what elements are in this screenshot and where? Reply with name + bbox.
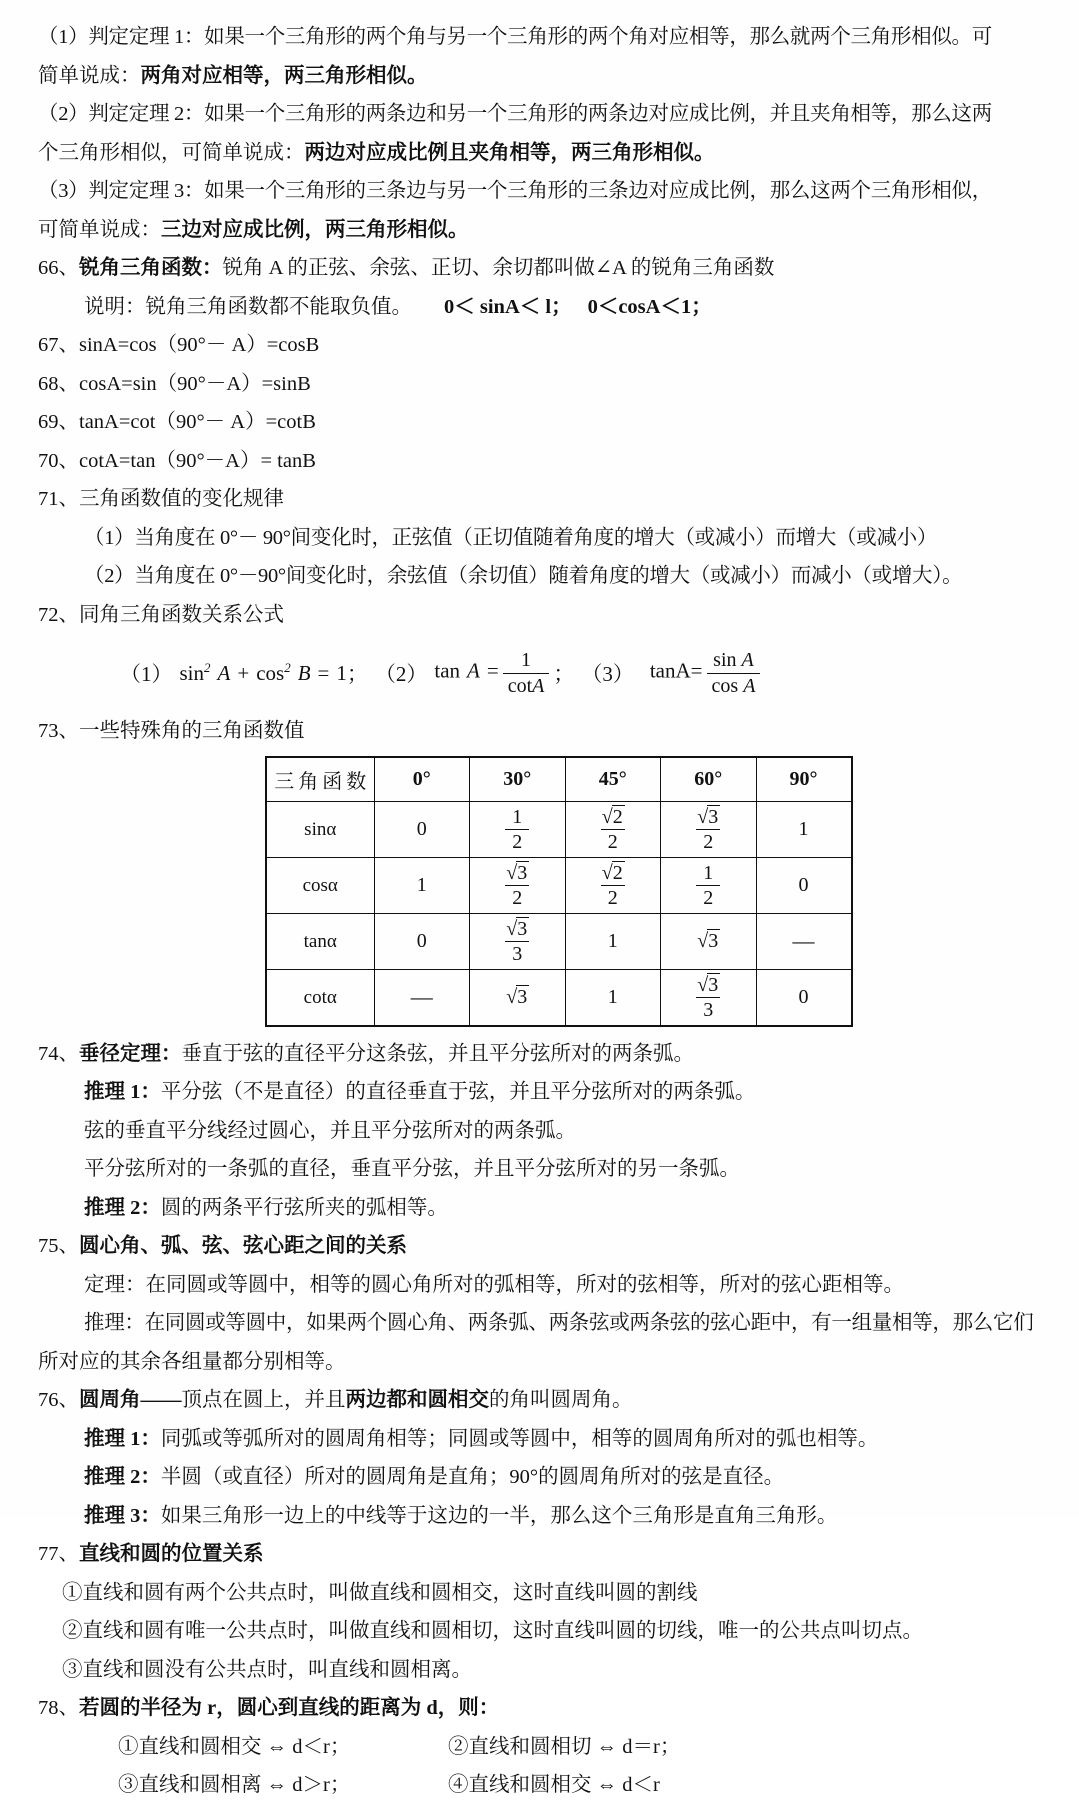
item-76-inference-1-label: 推理 1： [84,1427,161,1450]
item-78-row-1 [38,1728,1045,1767]
item-75-theorem-label: 定理： [84,1273,146,1296]
item-77-case-1: ①直线和圆有两个公共点时，叫做直线和圆相交，这时直线叫圆的割线 [62,1581,698,1604]
formula-1: $\sin^2 A + \cos^2 B = 1$ [179,660,347,685]
item-74-inference-1-line-3: 平分弦所对的一条弧的直径，垂直平分弦，并且平分弦所对的另一条弧。 [84,1158,740,1180]
item-78-case-2: ②直线和圆相切 ⇔ d＝r； [448,1735,681,1758]
item-66-heading [38,249,1045,288]
item-76-title-tail: 的角叫圆周角。 [489,1389,633,1411]
item-78-number: 78、 [38,1697,79,1719]
item-77-case-2: ②直线和圆有唯一公共点时，叫做直线和圆相切，这时直线叫圆的切线，唯一的公共点叫切点。 [62,1620,923,1642]
item-72-title: 同角三角函数关系公式 [79,603,284,626]
item-75-inference-label: 推理： [84,1312,145,1334]
item-71-sub-1: （1）当角度在 0°－ 90°间变化时，正弦值（正切值随着角度的增大（或减小）而增大（或减小） [84,526,938,549]
item-78-case-4: ④直线和圆相交 ⇔ d＜r [448,1774,660,1796]
item-74-number: 74、 [38,1042,79,1065]
item-74-inference-2-label: 推理 2： [84,1196,161,1219]
cell-cot-30: √3 [470,969,566,1026]
item-76-heading [38,1381,1045,1420]
item-68: 68、cosA=sin（90°－A）=sinB [38,372,311,395]
item-69: 69、tanA=cot（90°－ A）=cotB [38,411,316,433]
item-78-case-1: ①直线和圆相交 ⇔ d＜r； [118,1735,351,1758]
item-76-inference-3-body: 如果三角形一边上的中线等于这边的一半，那么这个三角形是直角三角形。 [160,1504,838,1527]
item-74-inference-2-body: 圆的两条平行弦所夹的弧相等。 [160,1196,448,1219]
criterion-2-prefix: 个三角形相似，可简单说成： [38,141,305,164]
item-74-inference-1-label: 推理 1： [84,1081,161,1103]
criterion-2-line-1: （2）判定定理 2：如果一个三角形的两条边和另一个三角形的两条边对应成比例，并且夹角相等，那么这两 [38,103,992,125]
item-74-body: 垂直于弦的直径平分这条弦，并且平分弦所对的两条弧。 [181,1042,694,1065]
item-76-inference-3 [38,1497,1045,1536]
item-78-heading [38,1689,1045,1728]
item-75-heading [38,1227,1045,1266]
criterion-1-line-1: （1）判定定理 1：如果一个三角形的两个角与另一个三角形的两个角对应相等，那么就两个三角形相似。可 [38,26,992,48]
cell-sin-90: 1 [756,801,852,857]
item-76-inference-1-body: 同弧或等弧所对的圆周角相等；同圆或等圆中，相等的圆周角所对的弧也相等。 [160,1427,879,1450]
cell-sin-60: $\frac{√3}{2}$ [661,801,757,857]
item-76-title-plain: 顶点在圆上，并且 [181,1389,346,1411]
table-col-header-function: 三角函数 [266,757,374,802]
item-66-note [38,288,1045,327]
criterion-2-line-2 [38,134,1045,173]
item-77-number: 77、 [38,1543,79,1565]
cell-tan-0: 0 [374,913,470,969]
cell-tan-45: 1 [565,913,661,969]
item-74-inference-1 [38,1073,1045,1112]
table-row [266,801,852,857]
item-70: 70、cotA=tan（90°－A）= tanB [38,449,316,472]
item-72-heading [38,596,1045,635]
table-row [266,969,852,1026]
item-78-case-3: ③直线和圆相离 ⇔ d＞r； [118,1774,351,1796]
cell-cos-45: $\frac{√2}{2}$ [565,857,661,913]
item-76-title-a: 圆周角—— [79,1389,182,1411]
table-row-label-tan: tanα [266,913,374,969]
cell-cos-60: $\frac{1}{2}$ [661,857,757,913]
item-78-title: 若圆的半径为 r，圆心到直线的距离为 d，则： [79,1697,500,1719]
item-66-title: 锐角三角函数： [79,257,223,279]
item-74-title: 垂径定理： [79,1042,182,1065]
item-75-inference-line-2: 所对应的其余各组量都分别相等。 [38,1350,346,1373]
item-73-title: 一些特殊角的三角函数值 [79,720,305,742]
item-76-inference-2 [38,1458,1045,1497]
criterion-2-summary: 两边对应成比例且夹角相等，两三角形相似。 [304,141,715,164]
item-78-row-2 [38,1766,1045,1805]
table-col-header-0: 0° [374,757,470,802]
item-73-number: 73、 [38,720,79,742]
table-row-label-cos: cosα [266,857,374,913]
table-col-header-30: 30° [470,757,566,802]
item-76-title-b: 两边都和圆相交 [345,1389,489,1411]
cell-sin-30: $\frac{1}{2}$ [470,801,566,857]
item-75-title: 圆心角、弧、弦、弦心距之间的关系 [79,1235,407,1257]
item-66-body: 锐角 A 的正弦、余弦、正切、余切都叫做∠A 的锐角三角函数 [222,257,775,279]
table-col-header-60: 60° [661,757,757,802]
item-66-note-body: 锐角三角函数都不能取负值。 [145,295,412,318]
cell-cot-0: — [374,969,470,1026]
criterion-3-line-2 [38,211,1045,250]
table-col-header-45: 45° [565,757,661,802]
criterion-1-prefix: 简单说成： [38,64,141,87]
formula-3: tanA= $\frac{\text{sin A}}{\text{cos A}}$ [650,649,765,697]
item-76-inference-2-body: 半圆（或直径）所对的圆周角是直角；90°的圆周角所对的弦是直径。 [160,1466,785,1488]
item-74-heading [38,1027,1045,1074]
item-71-title: 三角函数值的变化规律 [79,488,284,510]
item-75-theorem-body: 在同圆或等圆中，相等的圆心角所对的弧相等，所对的弦相等，所对的弦心距相等。 [145,1273,904,1296]
cell-cot-45: 1 [565,969,661,1026]
item-67: 67、sinA=cos（90°－ A）=cosB [38,334,320,356]
item-77-case-3: ③直线和圆没有公共点时，叫直线和圆相离。 [62,1658,472,1681]
item-71-number: 71、 [38,488,79,510]
criterion-1-summary: 两角对应相等，两三角形相似。 [140,64,428,87]
item-76-number: 76、 [38,1389,79,1411]
item-66-number: 66、 [38,257,79,279]
item-77-heading [38,1535,1045,1574]
item-74-inference-2 [38,1189,1045,1228]
item-73-heading [38,712,1045,751]
table-col-header-90: 90° [756,757,852,802]
trig-values-table [265,756,853,1027]
cell-tan-90: — [756,913,852,969]
item-72-number: 72、 [38,603,79,626]
formula-2-label: （2） [374,662,428,686]
table-row [266,913,852,969]
cell-cos-90: 0 [756,857,852,913]
criterion-3-line-1: （3）判定定理 3：如果一个三角形的三条边与另一个三角形的三条边对应成比例，那么这两个三角形相似， [38,180,992,202]
cell-sin-0: 0 [374,801,470,857]
table-header-row [266,757,852,802]
cell-tan-30: $\frac{√3}{3}$ [470,913,566,969]
item-77-title: 直线和圆的位置关系 [79,1543,264,1565]
criterion-3-summary: 三边对应成比例，两三角形相似。 [161,218,469,241]
item-74-inference-1-line-2: 弦的垂直平分线经过圆心，并且平分弦所对的两条弧。 [84,1119,576,1142]
item-71-heading [38,480,1045,519]
formula-2: tan A = $\frac{1}{\cot A}$ [434,649,553,697]
cell-cos-30: $\frac{√3}{2}$ [470,857,566,913]
table-row [266,857,852,913]
criterion-3-prefix: 可简单说成： [38,218,161,241]
item-66-inequality-1: 0＜ sinA＜ l； [444,295,572,318]
item-76-inference-1 [38,1420,1045,1459]
cell-cot-90: 0 [756,969,852,1026]
item-75-theorem [38,1266,1045,1305]
formula-3-label: （3） [581,662,634,686]
cell-cos-0: 1 [374,857,470,913]
item-72-formulas: （1） $\sin^2 A + \cos^2 B = 1$ ； （2） tan A = $\frac{1}{\cot A}$ ； （3） tanA= $\frac{\text{sin A}}{\text{cos A}}$ [38,634,1045,712]
item-71-sub-2: （2）当角度在 0°－90°间变化时，余弦值（余切值）随着角度的增大（或减小）而减小（或增大）。 [84,565,963,587]
item-75-inference-body: 在同圆或等圆中，如果两个圆心角、两条弧、两条弦或两条弦的弦心距中，有一组量相等，那么它们 [144,1312,1034,1334]
table-row-label-sin: sinα [266,801,374,857]
item-75-number: 75、 [38,1235,79,1257]
item-66-inequality-2: 0＜cosA＜1； [587,295,712,318]
item-66-note-label: 说明： [84,295,146,318]
item-76-inference-2-label: 推理 2： [84,1466,161,1488]
cell-cot-60: $\frac{√3}{3}$ [661,969,757,1026]
cell-tan-60: √3 [661,913,757,969]
item-75-inference-line-1 [38,1304,1045,1343]
item-76-inference-3-label: 推理 3： [84,1504,161,1527]
trig-values-table-wrapper [38,751,1045,1027]
cell-sin-45: $\frac{√2}{2}$ [565,801,661,857]
criterion-1-line-2 [38,57,1045,96]
item-74-inference-1-body: 平分弦（不是直径）的直径垂直于弦，并且平分弦所对的两条弧。 [160,1081,756,1103]
formula-1-label: （1） [120,662,173,686]
table-row-label-cot: cotα [266,969,374,1026]
